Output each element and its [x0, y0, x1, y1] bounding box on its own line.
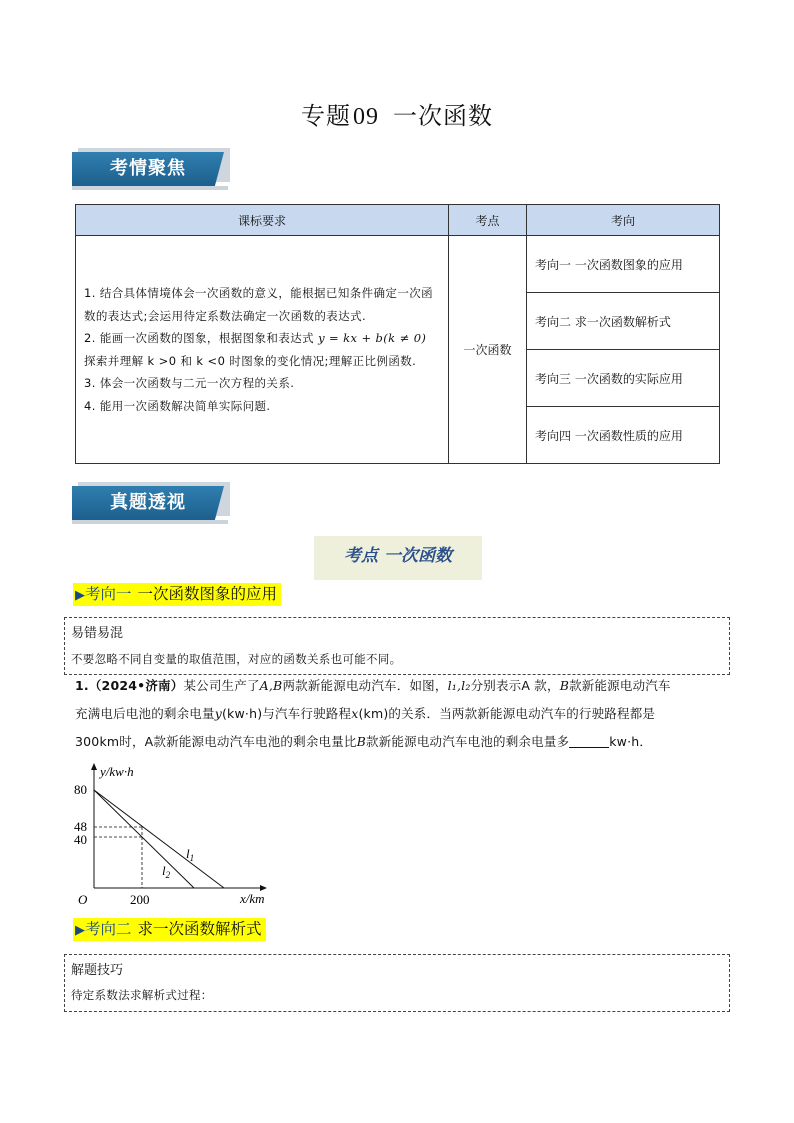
problem-1: [75, 672, 735, 756]
banner-label: 真题透视: [110, 492, 186, 513]
table-header: 考点: [449, 205, 527, 236]
page-title: [0, 96, 794, 131]
section-title: 一次函数图象的应用: [137, 585, 278, 603]
tip-heading: 解题技巧: [71, 963, 124, 978]
requirement-item: 3. 体会一次函数与二元一次方程的关系.: [84, 376, 295, 390]
y-axis-label: y/kw·h: [100, 764, 134, 779]
requirement-item: 1. 结合具体情境体会一次函数的意义，能根据已知条件确定一次函数的表达式;会运用待定系数法确定一次函数的表达式.: [84, 286, 434, 323]
line-l1-label: $l_1$: [186, 846, 195, 863]
x-axis-label: x/km: [240, 891, 265, 906]
kaodian-cell: 一次函数: [449, 236, 527, 464]
y-tick-label: 48: [74, 819, 87, 834]
section-label: 考向二: [85, 920, 132, 938]
tip-box-common-errors: [64, 617, 730, 675]
requirements-cell: [76, 236, 449, 464]
requirement-item: 探索并理解 k >0 和 k <0 时图象的变化情况;理解正比例函数.: [84, 353, 417, 368]
topic-title: 考点 一次函数: [314, 536, 482, 580]
y-tick-label: 40: [74, 832, 87, 847]
title-number: 09: [353, 104, 379, 130]
table-header: 考向: [527, 205, 720, 236]
tip-content: 待定系数法求解析式过程：: [71, 988, 213, 1002]
function-graph: [70, 756, 290, 908]
triangle-icon: ▶: [75, 923, 85, 938]
line-l2: [94, 790, 194, 888]
formula: y = kx + b(k ≠ 0): [318, 331, 427, 345]
table-header-row: [76, 205, 720, 236]
x-tick-label: 200: [130, 892, 150, 907]
section-title: 求一次函数解析式: [137, 920, 262, 938]
section-heading-2: [73, 918, 266, 941]
line-l1: [94, 790, 224, 888]
tip-heading: 易错易混: [71, 626, 124, 641]
section-banner-real-exams: [72, 482, 228, 526]
problem-line: 300km时，A款新能源电动汽车电池的剩余电量比B款新能源电动汽车电池的剩余电量多 kw·h．: [75, 734, 653, 749]
title-main: 一次函数: [393, 102, 493, 130]
requirement-item: 4. 能用一次函数解决简单实际问题.: [84, 398, 271, 413]
y-tick-label: 80: [74, 782, 87, 797]
section-banner-exam-focus: [72, 148, 228, 192]
kaoxiang-cell: 考向二 求一次函数解析式: [527, 293, 720, 350]
title-prefix: 专题: [301, 102, 351, 130]
origin-label: O: [78, 892, 88, 907]
curriculum-table: [75, 204, 720, 464]
requirement-item: 2. 能画一次函数的图象，根据图象和表达式 y = kx + b(k ≠ 0): [84, 331, 427, 345]
table-header: 课标要求: [76, 205, 449, 236]
tip-content: 不要忽略不同自变量的取值范围，对应的函数关系也可能不同。: [71, 652, 402, 666]
section-label: 考向一: [85, 585, 132, 603]
section-heading-1: [73, 583, 281, 606]
problem-line: 充满电后电池的剩余电量y(kw·h)与汽车行驶路程x(km)的关系．当两款新能源电动汽车的行驶路程都是: [75, 706, 656, 721]
kaoxiang-cell: 考向一 一次函数图象的应用: [527, 236, 720, 293]
answer-blank[interactable]: [569, 733, 609, 748]
banner-label: 考情聚焦: [110, 158, 186, 179]
kaoxiang-cell: 考向三 一次函数的实际应用: [527, 350, 720, 407]
triangle-icon: ▶: [75, 588, 85, 603]
tip-box-solving-skills: [64, 954, 730, 1012]
line-l2-label: $l_2$: [162, 863, 171, 880]
problem-source: （2024•济南）: [88, 678, 184, 693]
problem-line: 1.（2024•济南）某公司生产了A,B两款新能源电动汽车．如图，l₁,l₂分别表示A 款，B款新能源电动汽车: [75, 678, 671, 693]
kaoxiang-cell: 考向四 一次函数性质的应用: [527, 407, 720, 464]
problem-number: 1.: [75, 678, 89, 693]
